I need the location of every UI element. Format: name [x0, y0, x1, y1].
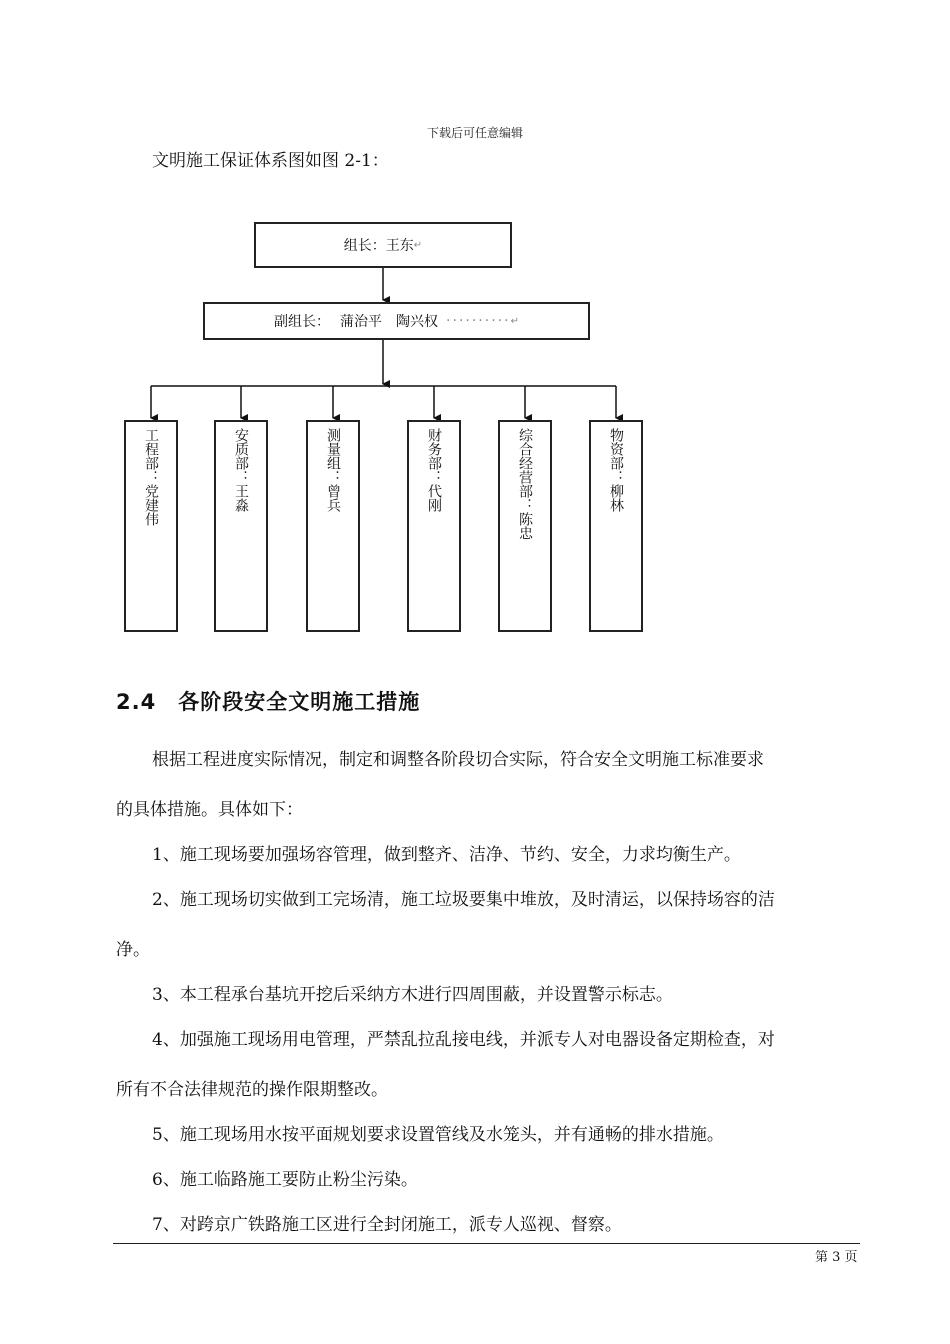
- dept-label: 测量组：曾兵: [325, 428, 341, 512]
- dept-box-survey: [306, 420, 360, 632]
- dept-box-engineering: [124, 420, 178, 632]
- dept-box-operations: [498, 420, 552, 632]
- list-item-continuation: 净。: [116, 940, 150, 960]
- list-item: 7、对跨京广铁路施工区进行全封闭施工，派专人巡视、督察。: [152, 1215, 622, 1235]
- paragraph-line: 根据工程进度实际情况，制定和调整各阶段切合实际，符合安全文明施工标准要求: [152, 750, 764, 770]
- dept-box-finance: [407, 420, 461, 632]
- dept-label: 工程部：党建伟: [143, 428, 159, 526]
- deputy-box: [203, 302, 590, 340]
- list-item: 3、本工程承台基坑开挖后采纳方木进行四周围蔽，并设置警示标志。: [152, 985, 673, 1005]
- section-heading: 2.4 各阶段安全文明施工措施: [116, 690, 421, 714]
- dept-label: 物资部：柳林: [608, 428, 624, 512]
- header-note: 下载后可任意编辑: [426, 126, 523, 140]
- dept-label: 综合经营部：陈忠: [517, 428, 533, 540]
- page-number: 第 3 页: [815, 1250, 858, 1265]
- dept-label: 安质部：王淼: [233, 428, 249, 512]
- leader-box: [254, 222, 512, 268]
- deputy-label: 副组长：: [274, 314, 331, 330]
- list-item: 5、施工现场用水按平面规划要求设置管线及水笼头，并有通畅的排水措施。: [152, 1125, 724, 1145]
- list-item: 1、施工现场要加强场容管理，做到整齐、洁净、节约、安全，力求均衡生产。: [152, 845, 741, 865]
- dept-box-materials: [589, 420, 643, 632]
- return-mark-icon: ↵: [413, 239, 423, 251]
- footer-divider: [113, 1243, 860, 1244]
- deputy-names: 蒲治平 陶兴权: [340, 314, 439, 330]
- figure-intro: 文明施工保证体系图如图 2-1：: [152, 151, 389, 171]
- list-item-continuation: 所有不合法律规范的操作限期整改。: [116, 1080, 388, 1100]
- leader-label: 组长：王东: [343, 238, 414, 254]
- return-mark-icon: ↵: [510, 315, 519, 327]
- list-item: 6、施工临路施工要防止粉尘污染。: [152, 1170, 418, 1190]
- tab-leader-dots: ··········: [446, 313, 511, 329]
- paragraph-line: 的具体措施。具体如下：: [116, 800, 303, 820]
- list-item: 2、施工现场切实做到工完场清，施工垃圾要集中堆放，及时清运，以保持场容的洁: [152, 890, 775, 910]
- list-item: 4、加强施工现场用电管理，严禁乱拉乱接电线，并派专人对电器设备定期检查，对: [152, 1030, 775, 1050]
- dept-box-quality: [214, 420, 268, 632]
- dept-label: 财务部：代刚: [426, 428, 442, 512]
